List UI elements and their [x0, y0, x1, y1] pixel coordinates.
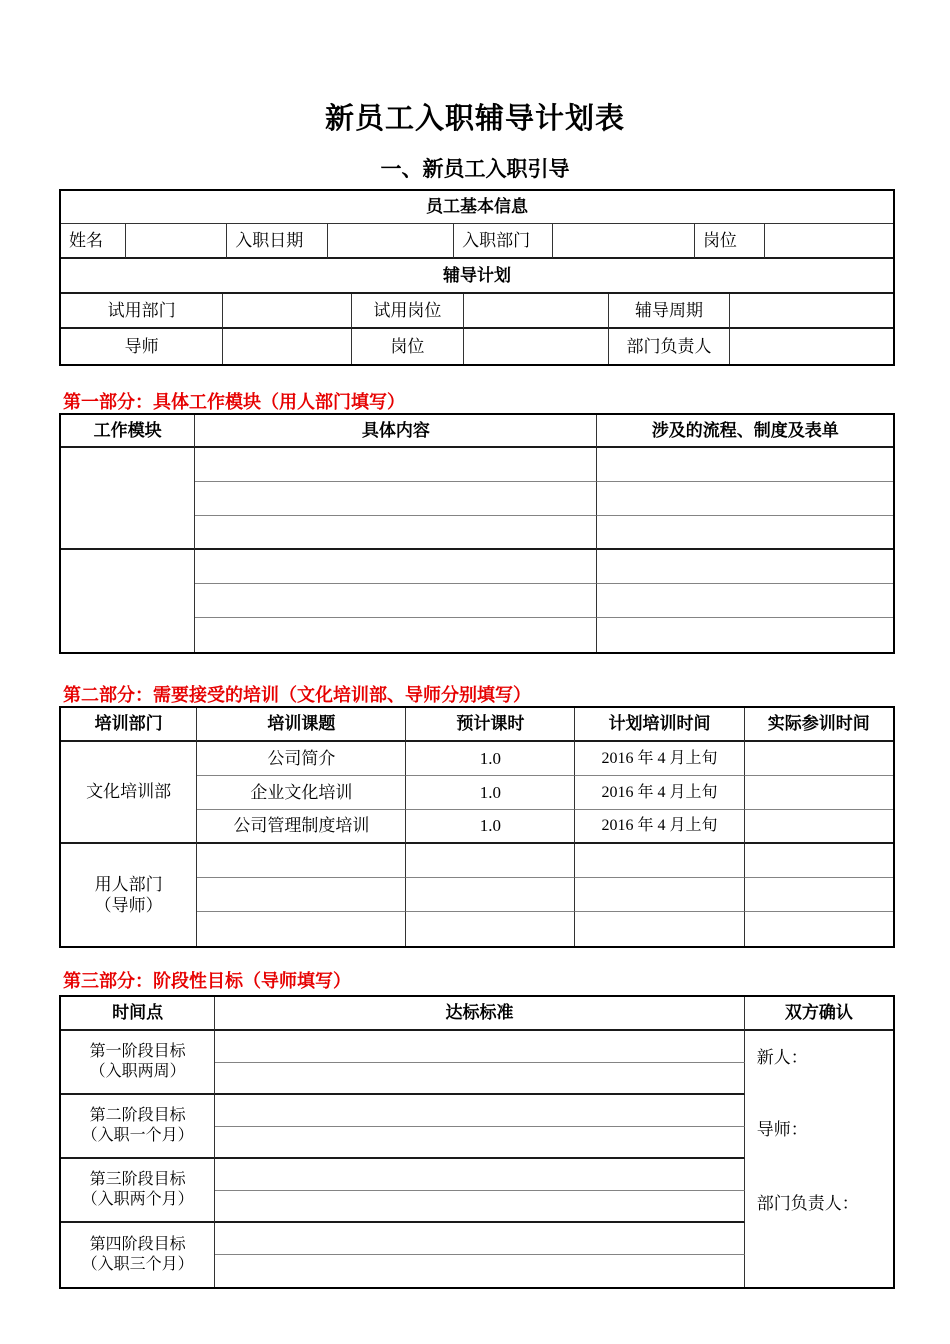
header-mutual-confirm: 双方确认 [745, 997, 893, 1031]
input-name[interactable] [126, 224, 228, 259]
input-content-2b[interactable] [195, 584, 597, 618]
header-actual-time: 实际参训时间 [745, 708, 893, 742]
topic-cell: 公司管理制度培训 [197, 810, 406, 844]
stage-line: 第四阶段目标 [89, 1236, 186, 1253]
input-mentor[interactable] [223, 329, 351, 364]
input-hire-date[interactable] [328, 224, 454, 259]
input-coaching-period[interactable] [730, 294, 893, 329]
label-trial-position: 试用岗位 [352, 294, 464, 329]
hours-cell: 1.0 [406, 742, 575, 776]
input-hours-4[interactable] [406, 844, 575, 878]
input-actual-time-3[interactable] [745, 810, 893, 844]
input-mentor-position[interactable] [464, 329, 609, 364]
part3-table [59, 995, 895, 1289]
stage-3-label [61, 1159, 215, 1223]
input-topic-4[interactable] [197, 844, 406, 878]
dept-culture-training: 文化培训部 [61, 742, 197, 844]
input-content-2c[interactable] [195, 618, 597, 652]
band-basic-info: 员工基本信息 [61, 191, 893, 224]
input-position[interactable] [765, 224, 893, 259]
confirm-label-dept-head: 部门负责人： [756, 1194, 859, 1213]
input-process-1c[interactable] [597, 516, 893, 550]
input-dept-head[interactable] [730, 329, 893, 364]
header-standard: 达标标准 [215, 997, 744, 1031]
input-process-2c[interactable] [597, 618, 893, 652]
page-title: 新员工入职辅导计划表 [324, 103, 625, 135]
mutual-confirm-cell[interactable] [745, 1031, 893, 1287]
input-standard-3a[interactable] [215, 1159, 744, 1191]
input-process-2b[interactable] [597, 584, 893, 618]
header-detail-content: 具体内容 [195, 415, 597, 448]
input-standard-2b[interactable] [215, 1127, 744, 1159]
label-hire-date: 入职日期 [227, 224, 328, 259]
input-process-2a[interactable] [597, 550, 893, 584]
label-mentor: 导师 [61, 329, 223, 364]
input-standard-2a[interactable] [215, 1095, 744, 1127]
stage-line: （入职三个月） [81, 1256, 194, 1273]
part2-heading: 第二部分：需要接受的培训（文化培训部、导师分别填写） [63, 685, 531, 705]
planned-time-cell: 2016 年 4 月上旬 [575, 810, 744, 844]
label-dept-head: 部门负责人 [609, 329, 729, 364]
header-training-topic: 培训课题 [197, 708, 406, 742]
stage-line: （入职两个月） [81, 1191, 194, 1208]
input-planned-time-6[interactable] [575, 912, 744, 946]
stage-1-label [61, 1031, 215, 1095]
dept-line: 用人部门 [94, 874, 163, 894]
dept-line: （导师） [94, 896, 163, 915]
input-topic-6[interactable] [197, 912, 406, 946]
header-training-dept: 培训部门 [61, 708, 197, 742]
input-standard-4b[interactable] [215, 1255, 744, 1287]
label-hire-dept: 入职部门 [454, 224, 553, 259]
dept-hiring-dept-mentor [61, 844, 197, 946]
stage-line: 第二阶段目标 [89, 1107, 186, 1124]
input-content-2a[interactable] [195, 550, 597, 584]
planned-time-cell: 2016 年 4 月上旬 [575, 776, 744, 810]
input-content-1a[interactable] [195, 448, 597, 482]
input-standard-4a[interactable] [215, 1223, 744, 1255]
input-module-1[interactable] [61, 448, 195, 550]
input-content-1b[interactable] [195, 482, 597, 516]
input-content-1c[interactable] [195, 516, 597, 550]
label-mentor-position: 岗位 [352, 329, 464, 364]
header-work-module: 工作模块 [61, 415, 195, 448]
stage-2-label [61, 1095, 215, 1159]
input-process-1a[interactable] [597, 448, 893, 482]
input-module-2[interactable] [61, 550, 195, 652]
input-process-1b[interactable] [597, 482, 893, 516]
hours-cell: 1.0 [406, 776, 575, 810]
input-trial-position[interactable] [464, 294, 609, 329]
part2-table [59, 706, 895, 948]
stage-line: （入职两周） [89, 1063, 186, 1080]
label-position: 岗位 [695, 224, 765, 259]
input-actual-time-1[interactable] [745, 742, 893, 776]
stage-line: 第一阶段目标 [89, 1043, 186, 1060]
topic-cell: 企业文化培训 [197, 776, 406, 810]
topic-cell: 公司简介 [197, 742, 406, 776]
input-trial-dept[interactable] [223, 294, 351, 329]
stage-4-label [61, 1223, 215, 1287]
confirm-label-newcomer: 新人： [756, 1048, 808, 1067]
input-planned-time-5[interactable] [575, 878, 744, 912]
input-standard-1b[interactable] [215, 1063, 744, 1095]
header-time-point: 时间点 [61, 997, 215, 1031]
coaching-plan-row-2 [61, 329, 893, 364]
band-coaching-plan: 辅导计划 [61, 259, 893, 294]
header-planned-hours: 预计课时 [406, 708, 575, 742]
section-one-heading: 一、新员工入职引导 [380, 158, 570, 181]
input-standard-3b[interactable] [215, 1191, 744, 1223]
coaching-plan-row-1 [61, 294, 893, 329]
basic-info-table [59, 189, 895, 366]
header-planned-time: 计划培训时间 [575, 708, 744, 742]
input-hire-dept[interactable] [553, 224, 695, 259]
confirm-label-mentor: 导师： [756, 1120, 808, 1139]
input-actual-time-2[interactable] [745, 776, 893, 810]
part3-heading: 第三部分：阶段性目标（导师填写） [63, 971, 351, 991]
input-actual-time-4[interactable] [745, 844, 893, 878]
label-trial-dept: 试用部门 [61, 294, 223, 329]
hours-cell: 1.0 [406, 810, 575, 844]
header-related-process: 涉及的流程、制度及表单 [597, 415, 893, 448]
input-hours-6[interactable] [406, 912, 575, 946]
input-hours-5[interactable] [406, 878, 575, 912]
label-name: 姓名 [61, 224, 126, 259]
label-coaching-period: 辅导周期 [609, 294, 729, 329]
basic-info-row-1 [61, 224, 893, 259]
stage-line: 第三阶段目标 [89, 1171, 186, 1188]
stage-line: （入职一个月） [81, 1127, 194, 1144]
input-standard-1a[interactable] [215, 1031, 744, 1063]
input-actual-time-5[interactable] [745, 878, 893, 912]
input-actual-time-6[interactable] [745, 912, 893, 946]
part1-table [59, 413, 895, 654]
part1-heading: 第一部分：具体工作模块（用人部门填写） [63, 392, 405, 412]
input-topic-5[interactable] [197, 878, 406, 912]
input-planned-time-4[interactable] [575, 844, 744, 878]
planned-time-cell: 2016 年 4 月上旬 [575, 742, 744, 776]
